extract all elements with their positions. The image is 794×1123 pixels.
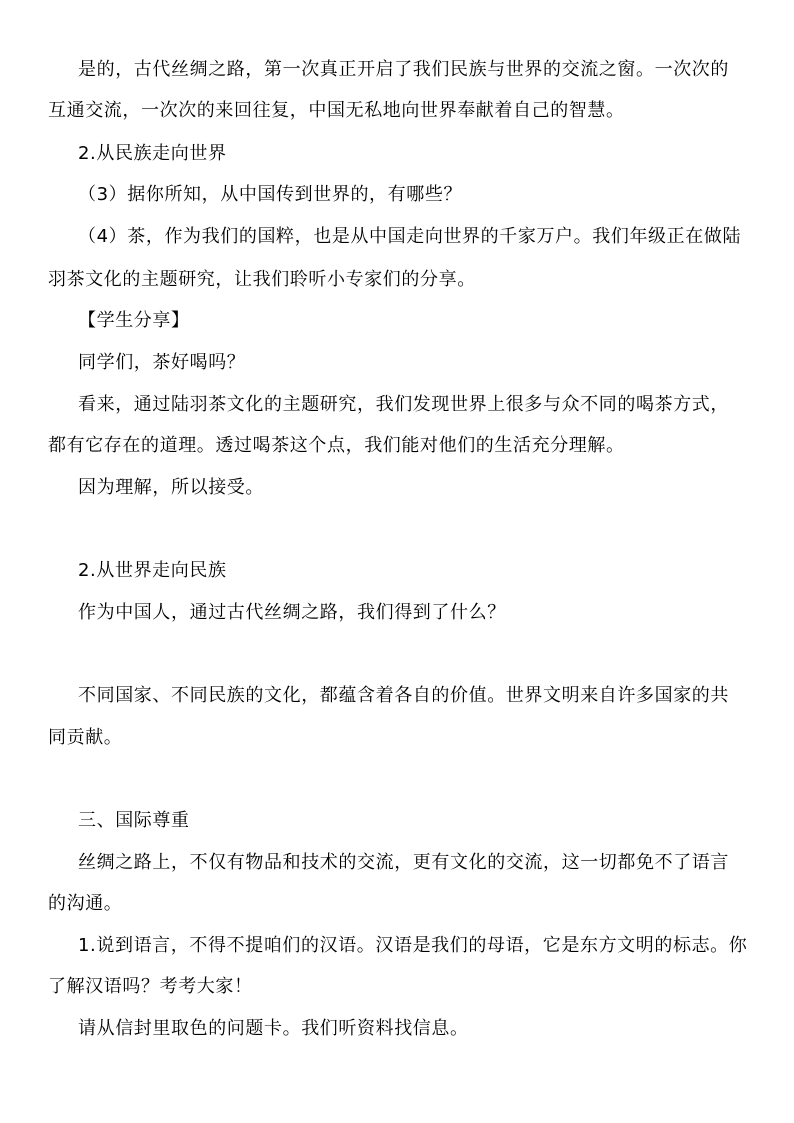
section-heading: 三、国际尊重 (78, 810, 190, 831)
paragraph-line: 请从信封里取色的问题卡。我们听资料找信息。 (78, 1018, 469, 1039)
paragraph-line: 因为理解，所以接受。 (78, 477, 264, 498)
paragraph-line: 了解汉语吗？考考大家！ (48, 976, 253, 997)
paragraph-line: （3）据你所知，从中国传到世界的，有哪些？ (78, 184, 463, 205)
paragraph-line: 不同国家、不同民族的文化，都蕴含着各自的价值。世界文明来自许多国家的共 (78, 685, 729, 706)
paragraph-line: 都有它存在的道理。透过喝茶这个点，我们能对他们的生活充分理解。 (48, 435, 625, 456)
paragraph-line: 是的，古代丝绸之路，第一次真正开启了我们民族与世界的交流之窗。一次次的 (78, 59, 729, 80)
section-heading: 2.从世界走向民族 (78, 560, 227, 581)
paragraph-line: 同贡献。 (48, 727, 123, 748)
paragraph-line: 互通交流，一次次的来回往复，中国无私地向世界奉献着自己的智慧。 (48, 100, 625, 121)
section-label: 【学生分享】 (78, 310, 190, 331)
paragraph-line: 的沟通。 (48, 893, 123, 914)
paragraph-line: 作为中国人，通过古代丝绸之路，我们得到了什么？ (78, 602, 506, 623)
paragraph-line: 看来，通过陆羽茶文化的主题研究，我们发现世界上很多与众不同的喝茶方式， (78, 394, 729, 415)
paragraph-line: 1.说到语言，不得不提咱们的汉语。汉语是我们的母语，它是东方文明的标志。你 (78, 935, 748, 956)
paragraph-line: 丝绸之路上，不仅有物品和技术的交流，更有文化的交流，这一切都免不了语言 (78, 852, 729, 873)
section-heading: 2.从民族走向世界 (78, 143, 227, 164)
paragraph-line: 同学们，茶好喝吗？ (78, 352, 246, 373)
paragraph-line: 羽茶文化的主题研究，让我们聆听小专家们的分享。 (48, 269, 476, 290)
paragraph-line: （4）茶，作为我们的国粹，也是从中国走向世界的千家万户。我们年级正在做陆 (78, 226, 742, 247)
